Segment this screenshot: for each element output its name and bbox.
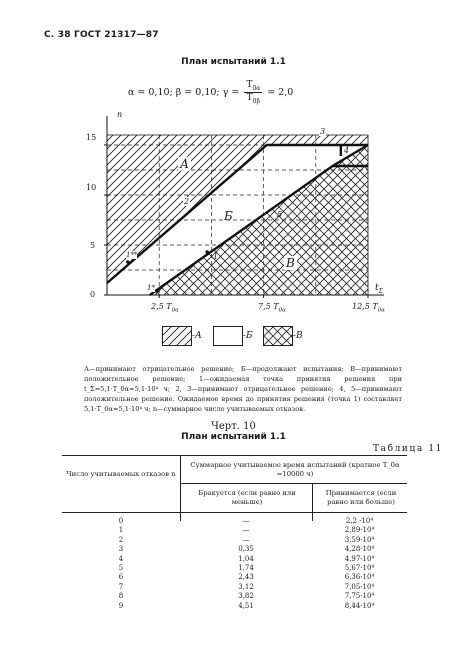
x-tick-label: 2,5 $T_{0\alpha}$ (151, 302, 179, 314)
legend-label-v: -В (293, 331, 303, 341)
plan-title: План испытаний 1.1 (181, 57, 286, 67)
formula-denominator: T (246, 92, 253, 103)
legend-label-a: -А (192, 331, 202, 341)
table-row (62, 592, 407, 601)
x-axis-label (375, 283, 383, 295)
x-tick-label: 12,5 $T_{0\alpha}$ (352, 302, 385, 314)
y-tick-label: 5 (90, 241, 96, 250)
cell-accept: 8,44·10⁴ (344, 601, 375, 610)
table-label: Таблица 11 (373, 444, 443, 454)
table-group-rule (180, 483, 407, 484)
col-header-reject: Бракуется (если равно или меньше) (198, 489, 296, 506)
cell-accept: 6,36·10⁴ (344, 573, 375, 582)
y-tick-label: 10 (86, 183, 97, 192)
cell-reject: 2,43 (238, 573, 254, 582)
col-header-failures: Число учитываемых отказов n (66, 470, 176, 478)
cell-reject: 3,12 (238, 582, 254, 591)
table-row (62, 526, 407, 535)
table-body (62, 517, 407, 611)
cell-reject: 1,04 (238, 554, 254, 563)
cell-accept: 4,28·10⁴ (344, 545, 375, 554)
table-row (62, 602, 407, 611)
point-1starstar (126, 260, 130, 264)
cell-failures: 5 (118, 563, 124, 572)
formula-numerator-sub: 0α (252, 84, 261, 92)
cell-accept: 5,67·10⁴ (344, 563, 375, 572)
table-row (62, 555, 407, 564)
col-group-header-time: Суммарное учитываемое время испытаний (кратное T_0α =10000 ч) (190, 461, 400, 478)
page-header: С. 38 ГОСТ 21317—87 (44, 30, 159, 40)
x-tick-label: 7,5 $T_{0\alpha}$ (258, 302, 286, 314)
table-top-rule (62, 455, 407, 456)
table-vrule (312, 483, 313, 521)
table-row (62, 545, 407, 554)
cell-failures: 3 (118, 545, 124, 554)
line-label-3: 3 (320, 127, 326, 136)
table-row (62, 573, 407, 582)
cell-reject: — (242, 526, 250, 535)
y-tick-label: 15 (86, 133, 97, 142)
figure-number: Черт. 10 (211, 421, 256, 432)
cell-failures: 6 (118, 573, 124, 582)
legend-swatch-b (213, 326, 243, 346)
point-label-1-star: 1* (147, 284, 155, 292)
cell-accept: 3,59·10⁴ (344, 535, 375, 544)
formula-denominator-sub: 0β (252, 97, 260, 105)
cell-failures: 9 (118, 601, 124, 610)
cell-accept: 2,89·10⁴ (344, 526, 375, 535)
cell-failures: 0 (118, 517, 124, 525)
table-row (62, 583, 407, 592)
cell-reject: 1,74 (238, 563, 254, 572)
line-label-5: 5 (277, 210, 283, 219)
cell-failures: 7 (118, 582, 124, 591)
formula-params: α = 0,10; β = 0,10; γ = (128, 86, 240, 98)
region-label-b: Б (224, 209, 233, 223)
cell-reject: 4,51 (238, 601, 254, 610)
cell-accept: 7,05·10⁴ (344, 582, 375, 591)
point-label-1: 1 (213, 252, 219, 261)
cell-accept: 2,2 ·10⁴ (345, 517, 374, 525)
legend-swatch-v (263, 326, 293, 346)
cell-failures: 1 (118, 526, 124, 535)
x-axis-label-sub: Σ (378, 287, 383, 295)
table-row (62, 536, 407, 545)
y-tick-label: 0 (90, 290, 96, 299)
y-axis-label: n (117, 110, 123, 119)
cell-failures: 4 (118, 554, 124, 563)
point-1star (155, 289, 159, 293)
cell-accept: 4,97·10⁴ (344, 554, 375, 563)
cell-accept: 7,75·10⁴ (344, 592, 375, 601)
table-header-rule (62, 512, 407, 513)
region-label-v: В (286, 256, 295, 270)
formula-numerator: T (246, 80, 253, 90)
legend-label-b: -Б (243, 331, 253, 341)
cell-reject: — (242, 535, 250, 544)
figure-caption: А—принимают отрицательное решение; Б—продолжают испытания; В—принимают положительное решение; 1—ожидаемая точка принятия решения при t_Σ=5,1·T_0α=5,1·10⁴ ч; 2, 3—принимают отрицательное решение; 4, 5—принимают положительное решение. Ожидаемое время до принятия решения (точка 1) составляет 5,1·T_0α=5,1·10⁴ ч; n—суммарное число учитываемых отказов. (84, 365, 402, 413)
point-1 (205, 250, 209, 254)
line-label-2: 2 (184, 197, 190, 206)
col-header-accept: Принимается (если равно или больше) (325, 489, 397, 506)
region-label-a: А (180, 157, 190, 171)
table-row (62, 564, 407, 573)
cell-reject: 3,82 (238, 592, 254, 601)
cell-reject: 0,35 (238, 545, 254, 554)
point-label-1-double-star: 1** (126, 251, 138, 259)
x-axis-label-main: t (375, 283, 379, 293)
table-plan-title: План испытаний 1.1 (181, 432, 286, 442)
table-row (62, 517, 407, 526)
legend-swatch-a (162, 326, 192, 346)
cell-failures: 2 (118, 535, 124, 544)
formula-result: = 2,0 (267, 86, 294, 98)
cell-reject: — (242, 517, 250, 525)
line-label-4: 4 (344, 146, 350, 155)
cell-failures: 8 (118, 592, 124, 601)
